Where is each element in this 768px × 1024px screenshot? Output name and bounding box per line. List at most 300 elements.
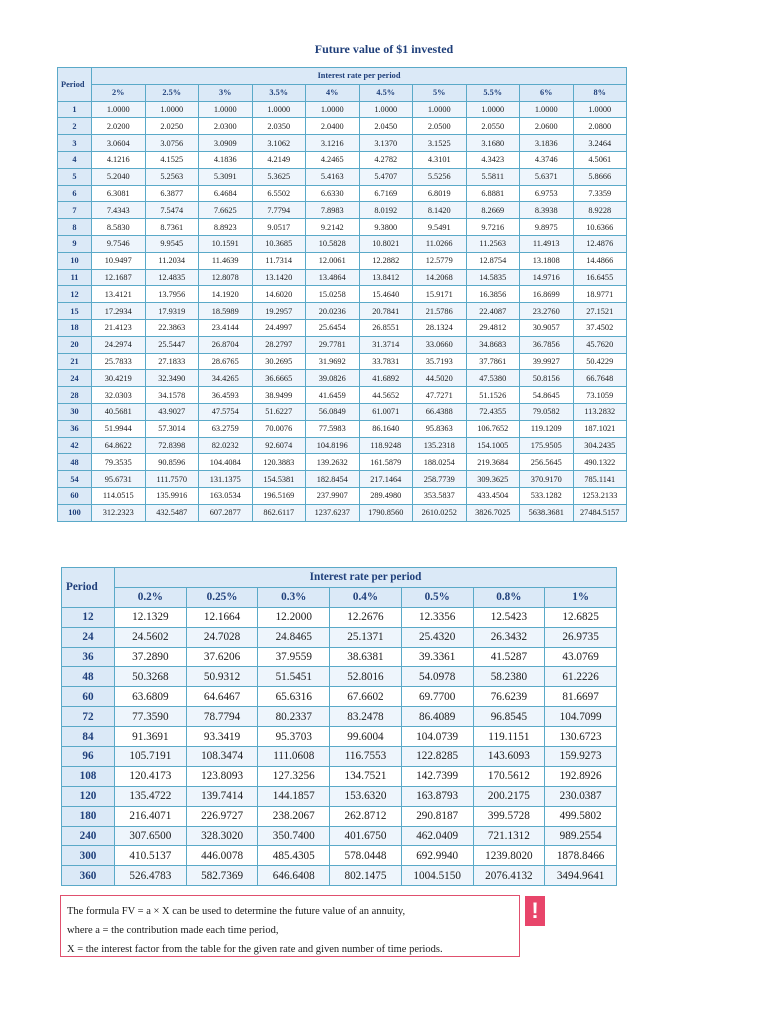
table1-value-cell: 18.9771 (573, 286, 627, 303)
table1-value-cell: 2.0300 (199, 118, 253, 135)
table1-value-cell: 16.8699 (520, 286, 574, 303)
table1-value-cell: 256.5645 (520, 454, 574, 471)
table1-value-cell: 219.3684 (466, 454, 520, 471)
table1-value-cell: 13.7956 (145, 286, 199, 303)
table1-value-cell: 785.1141 (573, 471, 627, 488)
table1-value-cell: 31.3714 (359, 336, 413, 353)
table2-period-cell: 120 (62, 786, 115, 806)
table1-value-cell: 33.0660 (413, 336, 467, 353)
table1-row (58, 387, 627, 404)
table1-period-cell: 20 (58, 336, 92, 353)
table2-value-cell: 163.8793 (401, 786, 473, 806)
table1-value-cell: 104.8196 (306, 437, 360, 454)
table1-value-cell: 19.2957 (252, 303, 306, 320)
table1-period-cell: 36 (58, 420, 92, 437)
table1-value-cell: 29.4812 (466, 319, 520, 336)
table2-value-cell: 12.6825 (545, 607, 617, 627)
table1-value-cell: 51.6227 (252, 403, 306, 420)
table1-value-cell: 8.7361 (145, 219, 199, 236)
table2-value-cell: 192.8926 (545, 766, 617, 786)
table2-value-cell: 91.3691 (115, 727, 187, 747)
table1-value-cell: 9.7216 (466, 219, 520, 236)
table1-value-cell: 14.1920 (199, 286, 253, 303)
table2-value-cell: 262.8712 (330, 806, 402, 826)
table1-value-cell: 188.0254 (413, 454, 467, 471)
table1-value-cell: 4.1216 (92, 151, 146, 168)
table1-value-cell: 3.1680 (466, 135, 520, 152)
table2-value-cell: 226.9727 (186, 806, 258, 826)
table2-value-cell: 78.7794 (186, 707, 258, 727)
table1-rate-header: 4% (306, 84, 360, 101)
table1-value-cell: 3826.7025 (466, 504, 520, 521)
table1-value-cell: 8.0192 (359, 202, 413, 219)
table1-value-cell: 92.6074 (252, 437, 306, 454)
table1-value-cell: 9.9545 (145, 235, 199, 252)
table1-value-cell: 258.7739 (413, 471, 467, 488)
table2-value-cell: 65.6316 (258, 687, 330, 707)
table1-value-cell: 3.2464 (573, 135, 627, 152)
table1-value-cell: 26.8704 (199, 336, 253, 353)
table1-value-cell: 82.0232 (199, 437, 253, 454)
table2-value-cell: 499.5802 (545, 806, 617, 826)
table1-value-cell: 86.1640 (359, 420, 413, 437)
table2-value-cell: 802.1475 (330, 866, 402, 886)
table2-period-cell: 84 (62, 727, 115, 747)
table1-rate-header: 2% (92, 84, 146, 101)
table2-value-cell: 111.0608 (258, 747, 330, 767)
table1-value-cell: 72.4355 (466, 403, 520, 420)
table1-value-cell: 66.7648 (573, 370, 627, 387)
table1-value-cell: 13.8412 (359, 269, 413, 286)
table1-value-cell: 175.9505 (520, 437, 574, 454)
table1-value-cell: 16.3856 (466, 286, 520, 303)
table2-value-cell: 25.4320 (401, 627, 473, 647)
table2-value-cell: 116.7553 (330, 747, 402, 767)
table1-value-cell: 90.8596 (145, 454, 199, 471)
table1-value-cell: 3.1370 (359, 135, 413, 152)
table1-value-cell: 196.5169 (252, 487, 306, 504)
table2-row (62, 806, 617, 826)
table1-value-cell: 11.0266 (413, 235, 467, 252)
table2-row (62, 747, 617, 767)
table1-value-cell: 11.7314 (252, 252, 306, 269)
table1-value-cell: 5638.3681 (520, 504, 574, 521)
table1-value-cell: 9.0517 (252, 219, 306, 236)
table1-value-cell: 27484.5157 (573, 504, 627, 521)
table2-period-cell: 300 (62, 846, 115, 866)
table1-value-cell: 2.0450 (359, 118, 413, 135)
table1-value-cell: 1.0000 (199, 101, 253, 118)
table2-value-cell: 24.8465 (258, 627, 330, 647)
table1-value-cell: 23.4144 (199, 319, 253, 336)
table1-value-cell: 4.1836 (199, 151, 253, 168)
table1-value-cell: 47.5754 (199, 403, 253, 420)
table1-value-cell: 79.3535 (92, 454, 146, 471)
table1-row (58, 403, 627, 420)
table1-value-cell: 12.4876 (573, 235, 627, 252)
table1-rate-header: 5% (413, 84, 467, 101)
table1-value-cell: 28.1324 (413, 319, 467, 336)
table2-value-cell: 216.4071 (115, 806, 187, 826)
table1-value-cell: 12.1687 (92, 269, 146, 286)
table1-period-cell: 21 (58, 353, 92, 370)
table1-value-cell: 2.0350 (252, 118, 306, 135)
table1-value-cell: 17.9319 (145, 303, 199, 320)
table1-value-cell: 432.5487 (145, 504, 199, 521)
table1-value-cell: 56.0849 (306, 403, 360, 420)
table2-value-cell: 52.8016 (330, 667, 402, 687)
table2-value-cell: 12.3356 (401, 607, 473, 627)
table1-period-cell: 28 (58, 387, 92, 404)
table1-value-cell: 6.5502 (252, 185, 306, 202)
table1-value-cell: 22.4087 (466, 303, 520, 320)
table1-value-cell: 95.8363 (413, 420, 467, 437)
table1-value-cell: 30.4219 (92, 370, 146, 387)
table2-value-cell: 12.5423 (473, 607, 545, 627)
table2-value-cell: 63.6809 (115, 687, 187, 707)
table1-value-cell: 9.5491 (413, 219, 467, 236)
table2-value-cell: 93.3419 (186, 727, 258, 747)
table2-period-cell: 240 (62, 826, 115, 846)
table2-value-cell: 401.6750 (330, 826, 402, 846)
table1-value-cell: 3.1062 (252, 135, 306, 152)
table1-value-cell: 16.6455 (573, 269, 627, 286)
table1-value-cell: 304.2435 (573, 437, 627, 454)
table1-rate-header: 3.5% (252, 84, 306, 101)
table1-value-cell: 29.7781 (306, 336, 360, 353)
table2-value-cell: 12.1664 (186, 607, 258, 627)
table1-period-cell: 2 (58, 118, 92, 135)
table1-value-cell: 6.4684 (199, 185, 253, 202)
table1-value-cell: 862.6117 (252, 504, 306, 521)
table1-value-cell: 4.2465 (306, 151, 360, 168)
table1-value-cell: 39.9927 (520, 353, 574, 370)
table1-value-cell: 1237.6237 (306, 504, 360, 521)
table2-value-cell: 37.2890 (115, 647, 187, 667)
table2-row (62, 627, 617, 647)
table2-row (62, 846, 617, 866)
table2-value-cell: 25.1371 (330, 627, 402, 647)
table1-row (58, 353, 627, 370)
table2-value-cell: 123.8093 (186, 766, 258, 786)
table1-value-cell: 25.7833 (92, 353, 146, 370)
table2-value-cell: 526.4783 (115, 866, 187, 886)
table1-period-cell: 30 (58, 403, 92, 420)
table1-value-cell: 139.2632 (306, 454, 360, 471)
table1-value-cell: 6.8019 (413, 185, 467, 202)
table1-rate-header: 4.5% (359, 84, 413, 101)
table2-value-cell: 120.4173 (115, 766, 187, 786)
table2-value-cell: 37.6206 (186, 647, 258, 667)
table2-value-cell: 64.6467 (186, 687, 258, 707)
table1-value-cell: 11.2563 (466, 235, 520, 252)
formula-note-line-1: The formula FV = a × X can be used to determine the future value of an annuity, (67, 906, 406, 917)
table2-value-cell: 26.3432 (473, 627, 545, 647)
table1-value-cell: 1.0000 (520, 101, 574, 118)
table1-value-cell: 2.0600 (520, 118, 574, 135)
table1-value-cell: 312.2323 (92, 504, 146, 521)
table1-value-cell: 13.4864 (306, 269, 360, 286)
table2-value-cell: 24.5602 (115, 627, 187, 647)
table1-row (58, 437, 627, 454)
table1-value-cell: 490.1322 (573, 454, 627, 471)
table1-value-cell: 24.4997 (252, 319, 306, 336)
table1-value-cell: 607.2877 (199, 504, 253, 521)
table1-value-cell: 182.8454 (306, 471, 360, 488)
table2-value-cell: 307.6500 (115, 826, 187, 846)
table1-value-cell: 10.1591 (199, 235, 253, 252)
future-value-table-monthly (61, 567, 617, 886)
table1-row (58, 487, 627, 504)
table2-rate-header: 0.4% (330, 587, 402, 607)
table2-value-cell: 24.7028 (186, 627, 258, 647)
future-value-table-annual (57, 67, 627, 522)
table1-value-cell: 187.1021 (573, 420, 627, 437)
table1-period-cell: 60 (58, 487, 92, 504)
table1-value-cell: 21.5786 (413, 303, 467, 320)
table1-value-cell: 61.0071 (359, 403, 413, 420)
table2-row (62, 866, 617, 886)
table1-value-cell: 5.2563 (145, 168, 199, 185)
table1-value-cell: 7.6625 (199, 202, 253, 219)
table1-value-cell: 27.1521 (573, 303, 627, 320)
table2-rate-header: 1% (545, 587, 617, 607)
table1-period-cell: 7 (58, 202, 92, 219)
table2-value-cell: 69.7700 (401, 687, 473, 707)
formula-note-line-3: X = the interest factor from the table for the given rate and given number of time periods. (67, 944, 443, 955)
table1-period-cell: 1 (58, 101, 92, 118)
table1-value-cell: 24.2974 (92, 336, 146, 353)
table1-value-cell: 30.9057 (520, 319, 574, 336)
table2-period-cell: 108 (62, 766, 115, 786)
table1-value-cell: 8.8923 (199, 219, 253, 236)
table1-value-cell: 2.0550 (466, 118, 520, 135)
table1-period-cell: 3 (58, 135, 92, 152)
table1-period-cell: 54 (58, 471, 92, 488)
table1-rates-row (58, 84, 627, 101)
table1-row (58, 286, 627, 303)
table2-period-cell: 36 (62, 647, 115, 667)
table2-value-cell: 105.7191 (115, 747, 187, 767)
table1-value-cell: 15.9171 (413, 286, 467, 303)
table1-rate-group-header: Interest rate per period (92, 68, 627, 85)
table1-value-cell: 54.8645 (520, 387, 574, 404)
table1-value-cell: 20.0236 (306, 303, 360, 320)
table1-value-cell: 39.0826 (306, 370, 360, 387)
table1-value-cell: 154.5381 (252, 471, 306, 488)
table2-value-cell: 989.2554 (545, 826, 617, 846)
table2-value-cell: 86.4089 (401, 707, 473, 727)
table2-period-cell: 360 (62, 866, 115, 886)
table1-value-cell: 6.9753 (520, 185, 574, 202)
table2-value-cell: 108.3474 (186, 747, 258, 767)
table2-value-cell: 446.0078 (186, 846, 258, 866)
table1-value-cell: 113.2832 (573, 403, 627, 420)
table1-value-cell: 1.0000 (466, 101, 520, 118)
table2-value-cell: 50.3268 (115, 667, 187, 687)
table1-period-cell: 11 (58, 269, 92, 286)
table1-value-cell: 7.5474 (145, 202, 199, 219)
table1-period-cell: 15 (58, 303, 92, 320)
table1-value-cell: 13.1420 (252, 269, 306, 286)
table1-value-cell: 353.5837 (413, 487, 467, 504)
table1-value-cell: 37.7861 (466, 353, 520, 370)
table1-value-cell: 30.2695 (252, 353, 306, 370)
table2-rate-header: 0.25% (186, 587, 258, 607)
table2-value-cell: 95.3703 (258, 727, 330, 747)
table2-period-cell: 24 (62, 627, 115, 647)
table1-row (58, 336, 627, 353)
table1-value-cell: 25.5447 (145, 336, 199, 353)
table1-row (58, 454, 627, 471)
table2-value-cell: 26.9735 (545, 627, 617, 647)
table1-value-cell: 32.0303 (92, 387, 146, 404)
table1-value-cell: 50.8156 (520, 370, 574, 387)
table1-period-cell: 10 (58, 252, 92, 269)
table1-value-cell: 11.4913 (520, 235, 574, 252)
table1-value-cell: 8.2669 (466, 202, 520, 219)
table1-rate-header: 3% (199, 84, 253, 101)
table2-value-cell: 104.7099 (545, 707, 617, 727)
table1-value-cell: 533.1282 (520, 487, 574, 504)
table1-value-cell: 40.5681 (92, 403, 146, 420)
table1-value-cell: 21.4123 (92, 319, 146, 336)
table1-value-cell: 1.0000 (306, 101, 360, 118)
table2-value-cell: 122.8285 (401, 747, 473, 767)
table1-value-cell: 7.8983 (306, 202, 360, 219)
table1-value-cell: 11.4639 (199, 252, 253, 269)
table2-value-cell: 3494.9641 (545, 866, 617, 886)
table1-value-cell: 13.4121 (92, 286, 146, 303)
table2-value-cell: 51.5451 (258, 667, 330, 687)
table2-rate-header: 0.2% (115, 587, 187, 607)
table1-value-cell: 9.3800 (359, 219, 413, 236)
table1-row (58, 202, 627, 219)
table1-row (58, 303, 627, 320)
table1-value-cell: 41.6892 (359, 370, 413, 387)
table1-value-cell: 9.2142 (306, 219, 360, 236)
table1-value-cell: 20.7841 (359, 303, 413, 320)
table1-value-cell: 38.9499 (252, 387, 306, 404)
table1-period-cell: 48 (58, 454, 92, 471)
table2-rates-row (62, 587, 617, 607)
table1-value-cell: 370.9170 (520, 471, 574, 488)
table1-value-cell: 51.9944 (92, 420, 146, 437)
table1-row (58, 185, 627, 202)
table1-value-cell: 4.3746 (520, 151, 574, 168)
table2-row (62, 667, 617, 687)
table1-period-cell: 8 (58, 219, 92, 236)
table1-value-cell: 36.4593 (199, 387, 253, 404)
table1-value-cell: 3.1836 (520, 135, 574, 152)
table1-value-cell: 26.8551 (359, 319, 413, 336)
table2-value-cell: 81.6697 (545, 687, 617, 707)
table1-value-cell: 4.3101 (413, 151, 467, 168)
table1-value-cell: 6.8881 (466, 185, 520, 202)
table2-value-cell: 2076.4132 (473, 866, 545, 886)
table2-value-cell: 1878.8466 (545, 846, 617, 866)
table1-row (58, 235, 627, 252)
table2-row (62, 786, 617, 806)
table1-value-cell: 36.7856 (520, 336, 574, 353)
table2-period-cell: 180 (62, 806, 115, 826)
table1-value-cell: 5.4163 (306, 168, 360, 185)
table1-value-cell: 15.0258 (306, 286, 360, 303)
table2-value-cell: 76.6239 (473, 687, 545, 707)
formula-note (60, 895, 520, 957)
table1-value-cell: 12.4835 (145, 269, 199, 286)
table1-value-cell: 7.4343 (92, 202, 146, 219)
table1-row (58, 269, 627, 286)
table2-rate-header: 0.8% (473, 587, 545, 607)
table1-value-cell: 47.5380 (466, 370, 520, 387)
table1-period-cell: 100 (58, 504, 92, 521)
table1-row (58, 319, 627, 336)
table1-period-cell: 9 (58, 235, 92, 252)
table1-value-cell: 7.3359 (573, 185, 627, 202)
table2-value-cell: 200.2175 (473, 786, 545, 806)
table1-value-cell: 135.2318 (413, 437, 467, 454)
table2-value-cell: 38.6381 (330, 647, 402, 667)
table2-value-cell: 12.1329 (115, 607, 187, 627)
table1-value-cell: 12.5779 (413, 252, 467, 269)
table1-value-cell: 23.2760 (520, 303, 574, 320)
table1-value-cell: 12.0061 (306, 252, 360, 269)
table2-value-cell: 96.8545 (473, 707, 545, 727)
table1-value-cell: 73.1059 (573, 387, 627, 404)
table1-value-cell: 7.7794 (252, 202, 306, 219)
table1-period-header: Period (58, 68, 92, 102)
table2-value-cell: 80.2337 (258, 707, 330, 727)
table2-value-cell: 142.7399 (401, 766, 473, 786)
table2-value-cell: 238.2067 (258, 806, 330, 826)
table1-value-cell: 131.1375 (199, 471, 253, 488)
table1-value-cell: 10.6366 (573, 219, 627, 236)
table1-value-cell: 18.5989 (199, 303, 253, 320)
formula-note-line-2: where a = the contribution made each time period, (67, 925, 279, 936)
table2-value-cell: 12.2000 (258, 607, 330, 627)
table1-period-cell: 12 (58, 286, 92, 303)
table1-value-cell: 57.3014 (145, 420, 199, 437)
table2-period-cell: 72 (62, 707, 115, 727)
table2-value-cell: 721.1312 (473, 826, 545, 846)
table1-value-cell: 13.1808 (520, 252, 574, 269)
table1-value-cell: 4.2149 (252, 151, 306, 168)
table1-rate-header: 2.5% (145, 84, 199, 101)
table1-value-cell: 118.9248 (359, 437, 413, 454)
table1-value-cell: 5.6371 (520, 168, 574, 185)
table2-rate-group-header: Interest rate per period (115, 568, 617, 588)
table2-row (62, 826, 617, 846)
table1-value-cell: 15.4640 (359, 286, 413, 303)
table1-value-cell: 8.5830 (92, 219, 146, 236)
table2-value-cell: 83.2478 (330, 707, 402, 727)
table2-value-cell: 58.2380 (473, 667, 545, 687)
table1-value-cell: 3.1216 (306, 135, 360, 152)
table1-value-cell: 8.9228 (573, 202, 627, 219)
table1-row (58, 101, 627, 118)
table2-value-cell: 485.4305 (258, 846, 330, 866)
table1-value-cell: 6.6330 (306, 185, 360, 202)
table1-value-cell: 1.0000 (252, 101, 306, 118)
table1-value-cell: 1.0000 (145, 101, 199, 118)
table1-row (58, 420, 627, 437)
table2-value-cell: 139.7414 (186, 786, 258, 806)
table1-value-cell: 135.9916 (145, 487, 199, 504)
table1-value-cell: 8.1420 (413, 202, 467, 219)
table1-value-cell: 14.2068 (413, 269, 467, 286)
table2-value-cell: 61.2226 (545, 667, 617, 687)
